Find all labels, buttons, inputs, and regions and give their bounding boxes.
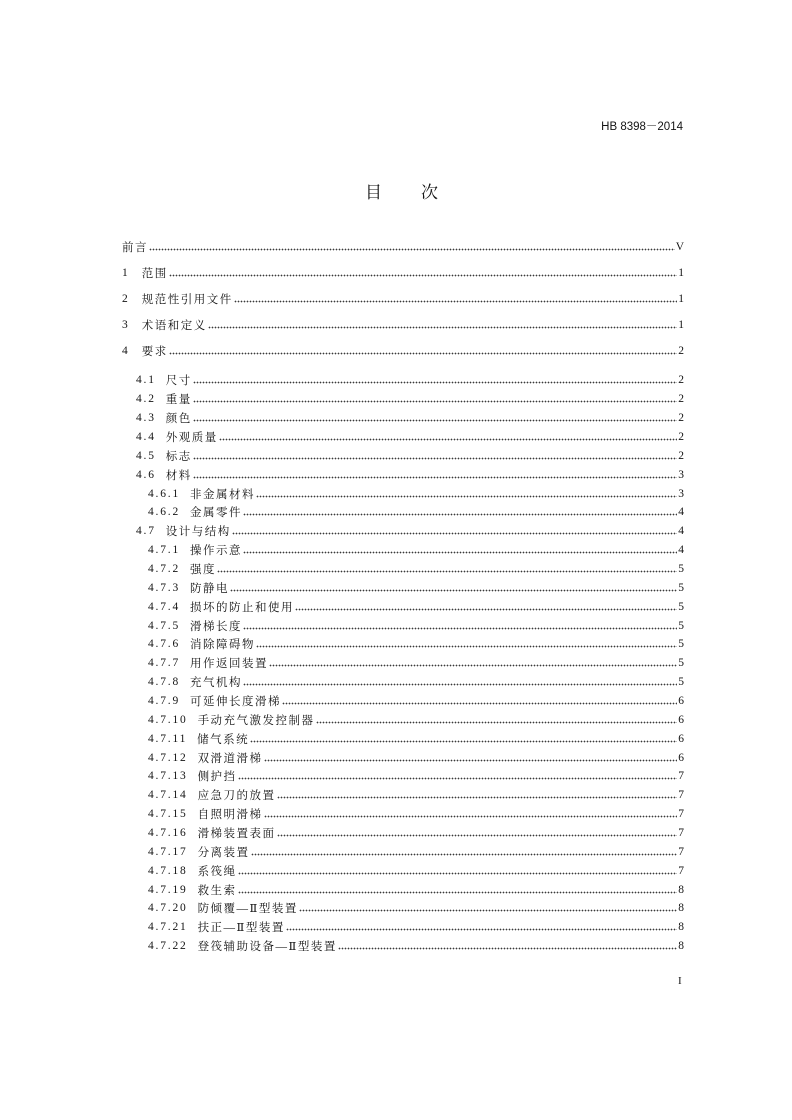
leader-dots: [238, 886, 678, 894]
toc-entry-title: 强度: [190, 564, 216, 577]
toc-entry-number: 4.7.10: [148, 713, 188, 726]
toc-entry-number: 4.7.3: [148, 581, 180, 594]
toc-entry-page: 2: [678, 345, 684, 357]
toc-entry: [122, 729, 684, 748]
leader-dots: [256, 490, 677, 498]
toc-entry-title: 滑梯长度: [190, 620, 242, 633]
toc-entry-title: 外观质量: [165, 432, 218, 444]
leader-dots: [193, 452, 677, 460]
toc-entry-page: 5: [678, 657, 684, 670]
toc-entry-number: 4.7.11: [148, 732, 188, 745]
toc-entry-page: 7: [678, 770, 684, 783]
leader-dots: [243, 678, 677, 686]
toc-entry-title: 双滑道滑梯: [197, 752, 263, 765]
leader-dots: [338, 942, 677, 950]
toc-entry-page: 7: [678, 808, 684, 821]
toc-entry-number: 4.7.4: [148, 600, 180, 613]
leader-dots: [219, 433, 677, 441]
toc-entry-number: 4.6.1: [148, 487, 180, 500]
toc-entry-number: 4.7.17: [148, 845, 188, 858]
toc-entry-number: 4.7.21: [148, 921, 188, 934]
toc-entry-title: 范围: [141, 268, 168, 280]
toc-entry: [122, 786, 684, 805]
toc-entry-number: 4.7.6: [148, 638, 180, 651]
toc-entry: [122, 692, 684, 711]
toc-entry: [122, 880, 684, 899]
toc-entry-number: 4.7.13: [148, 770, 188, 783]
leader-dots: [238, 867, 678, 875]
toc-entry-title: 侧护挡: [197, 771, 237, 784]
toc-entry-title: 应急刀的放置: [197, 790, 276, 803]
toc-entry: [122, 503, 684, 522]
toc-entry: [122, 918, 684, 937]
toc-entry-number: 1: [122, 267, 128, 279]
toc-entry-title: 用作返回装置: [190, 658, 268, 671]
toc-entry-title: 自照明滑梯: [197, 809, 263, 822]
toc-entry-number: 2: [122, 293, 128, 305]
toc-entry: [122, 842, 684, 861]
leader-dots: [316, 716, 678, 724]
toc-entry-page: 3: [678, 487, 684, 500]
toc-entry-page: 2: [678, 431, 684, 443]
leader-dots: [264, 754, 678, 762]
toc-entry-title: 操作示意: [190, 545, 242, 558]
toc-entry-number: 4.7.14: [148, 789, 188, 802]
toc-entry-page: 7: [678, 827, 684, 840]
leader-dots: [230, 584, 677, 592]
toc-entry-number: 4.7.22: [148, 940, 188, 953]
toc-entry-page: 4: [678, 544, 684, 557]
toc-entry-title: 分离装置: [197, 846, 250, 859]
toc-entry: [122, 616, 684, 635]
toc-entry-number: 4.7.9: [148, 695, 180, 708]
leader-dots: [193, 414, 677, 422]
leader-dots: [264, 810, 678, 818]
toc-entry-number: 4.7.20: [148, 902, 188, 915]
toc-entry-number: 4: [122, 345, 128, 357]
footer-page-number: I: [678, 975, 682, 987]
leader-dots: [193, 376, 677, 384]
toc-entry-number: 4.7.19: [148, 883, 188, 896]
toc-entry: [122, 286, 684, 312]
toc-entry-title: 要求: [141, 346, 168, 358]
leader-dots: [193, 395, 677, 403]
toc-entry-page: 2: [678, 393, 684, 406]
leader-dots: [238, 772, 678, 780]
toc-entry-number: 4.7.18: [148, 864, 188, 877]
table-of-contents: [122, 234, 684, 956]
toc-entry-number: 4.7.16: [148, 827, 188, 840]
toc-entry-page: 5: [678, 619, 684, 632]
toc-entry-title: 可延伸长度滑梯: [190, 696, 281, 709]
toc-entry: [122, 428, 684, 447]
toc-entry: [122, 861, 684, 880]
toc-entry-title: 损坏的防止和使用: [190, 601, 294, 614]
leader-dots: [250, 735, 677, 743]
toc-entry: [122, 635, 684, 654]
toc-entry-page: 8: [678, 921, 684, 934]
leader-dots: [282, 697, 677, 705]
leader-dots: [251, 848, 678, 856]
toc-entry-number: 3: [122, 319, 128, 331]
toc-entry-page: 5: [678, 581, 684, 594]
toc-entry-page: 1: [678, 267, 684, 279]
toc-entry-page: 5: [678, 638, 684, 651]
toc-entry-page: 6: [678, 732, 684, 745]
toc-entry-page: 4: [678, 506, 684, 519]
toc-entry-title: 前言: [122, 242, 148, 254]
toc-entry: [122, 409, 684, 428]
toc-entry-number: 4.1: [136, 374, 156, 387]
toc-entry-number: 4.3: [136, 412, 156, 425]
toc-entry: [122, 597, 684, 616]
toc-entry: [122, 710, 684, 729]
toc-entry-title: 金属零件: [190, 507, 242, 520]
toc-entry-number: 4.4: [136, 431, 156, 443]
leader-dots: [232, 527, 677, 535]
leader-dots: [243, 622, 677, 630]
toc-entry-title: 标志: [165, 450, 192, 463]
toc-entry-page: 7: [678, 864, 684, 877]
toc-entry: [122, 465, 684, 484]
toc-entry: [122, 390, 684, 409]
toc-entry-page: 6: [678, 695, 684, 708]
toc-entry-page: V: [675, 241, 684, 253]
leader-dots: [243, 508, 677, 516]
toc-entry-number: 4.7.5: [148, 619, 180, 632]
toc-entry-page: 2: [678, 449, 684, 462]
toc-entry-page: 8: [678, 940, 684, 953]
toc-entry: [122, 578, 684, 597]
toc-entry-page: 4: [678, 525, 684, 538]
leader-dots: [149, 243, 675, 251]
toc-entry-number: 4.5: [136, 449, 156, 462]
toc-entry: [122, 767, 684, 786]
leader-dots: [256, 640, 677, 648]
toc-entry: [122, 673, 684, 692]
toc-entry-page: 6: [678, 713, 684, 726]
toc-entry: [122, 654, 684, 673]
toc-entry: [122, 312, 684, 338]
toc-entry: [122, 937, 684, 956]
toc-entry: [122, 260, 684, 286]
leader-dots: [169, 347, 678, 355]
toc-entry-title: 颜色: [165, 413, 192, 426]
toc-entry-title: 重量: [165, 394, 192, 407]
toc-entry-number: 4.7.1: [148, 544, 180, 557]
leader-dots: [234, 295, 678, 303]
leader-dots: [269, 659, 677, 667]
toc-entry-page: 5: [678, 600, 684, 613]
toc-entry-title: 登筏辅助设备—Ⅱ型装置: [197, 941, 337, 954]
toc-entry-title: 储气系统: [197, 733, 250, 746]
leader-dots: [208, 321, 678, 329]
toc-entry-title: 材料: [165, 469, 192, 482]
page-title: 目 次: [365, 183, 449, 202]
toc-entry: [122, 824, 684, 843]
leader-dots: [299, 904, 677, 912]
toc-entry-title: 救生索: [197, 884, 237, 897]
toc-entry-number: 4.7.8: [148, 676, 180, 689]
toc-entry: [122, 446, 684, 465]
toc-entry-title: 防倾覆—Ⅱ型装置: [197, 903, 298, 916]
toc-entry: [122, 805, 684, 824]
toc-entry-title: 系筏绳: [197, 865, 237, 878]
leader-dots: [193, 471, 677, 479]
toc-entry-title: 滑梯装置表面: [197, 828, 276, 841]
toc-entry-number: 4.2: [136, 393, 156, 406]
toc-entry-page: 8: [678, 902, 684, 915]
toc-entry-page: 6: [678, 751, 684, 764]
toc-entry-page: 1: [678, 319, 684, 331]
toc-entry-page: 5: [678, 563, 684, 576]
leader-dots: [286, 923, 677, 931]
toc-entry-number: 4.6: [136, 468, 156, 481]
toc-entry-number: 4.7.12: [148, 751, 188, 764]
toc-entry: [122, 522, 684, 541]
toc-entry: [122, 560, 684, 579]
toc-entry-title: 设计与结构: [165, 526, 231, 539]
toc-entry: [122, 899, 684, 918]
toc-entry: [122, 338, 684, 364]
toc-entry-page: 1: [678, 293, 684, 305]
toc-entry-number: 4.7.2: [148, 563, 180, 576]
toc-entry-number: 4.7.7: [148, 657, 180, 670]
standard-number: HB 8398－2014: [601, 121, 683, 133]
toc-entry-title: 尺寸: [165, 375, 192, 388]
toc-entry: [122, 748, 684, 767]
toc-entry-page: 2: [678, 374, 684, 387]
leader-dots: [169, 269, 678, 277]
toc-entry: [122, 371, 684, 390]
toc-entry-page: 7: [678, 845, 684, 858]
toc-entry-title: 术语和定义: [141, 320, 207, 332]
toc-entry-page: 2: [678, 412, 684, 425]
leader-dots: [277, 791, 678, 799]
toc-entry-title: 扶正—Ⅱ型装置: [197, 922, 285, 935]
toc-entry-number: 4.7.15: [148, 808, 188, 821]
toc-entry-page: 8: [678, 883, 684, 896]
toc-entry: [122, 484, 684, 503]
leader-dots: [295, 603, 677, 611]
toc-entry-page: 7: [678, 789, 684, 802]
leader-dots: [217, 565, 677, 573]
toc-entry-title: 手动充气激发控制器: [197, 714, 315, 727]
toc-entry-title: 防静电: [190, 582, 229, 595]
toc-entry-number: 4.6.2: [148, 506, 180, 519]
toc-entry-page: 5: [678, 676, 684, 689]
leader-dots: [277, 829, 678, 837]
toc-entry-number: 4.7: [136, 525, 156, 538]
leader-dots: [243, 546, 677, 554]
toc-entry: [122, 234, 684, 260]
toc-entry: [122, 541, 684, 560]
toc-entry-title: 规范性引用文件: [141, 294, 233, 306]
toc-entry-page: 3: [678, 468, 684, 481]
toc-entry-title: 充气机构: [190, 677, 242, 690]
toc-entry-title: 非金属材料: [190, 488, 255, 501]
toc-entry-title: 消除障碍物: [190, 639, 255, 652]
